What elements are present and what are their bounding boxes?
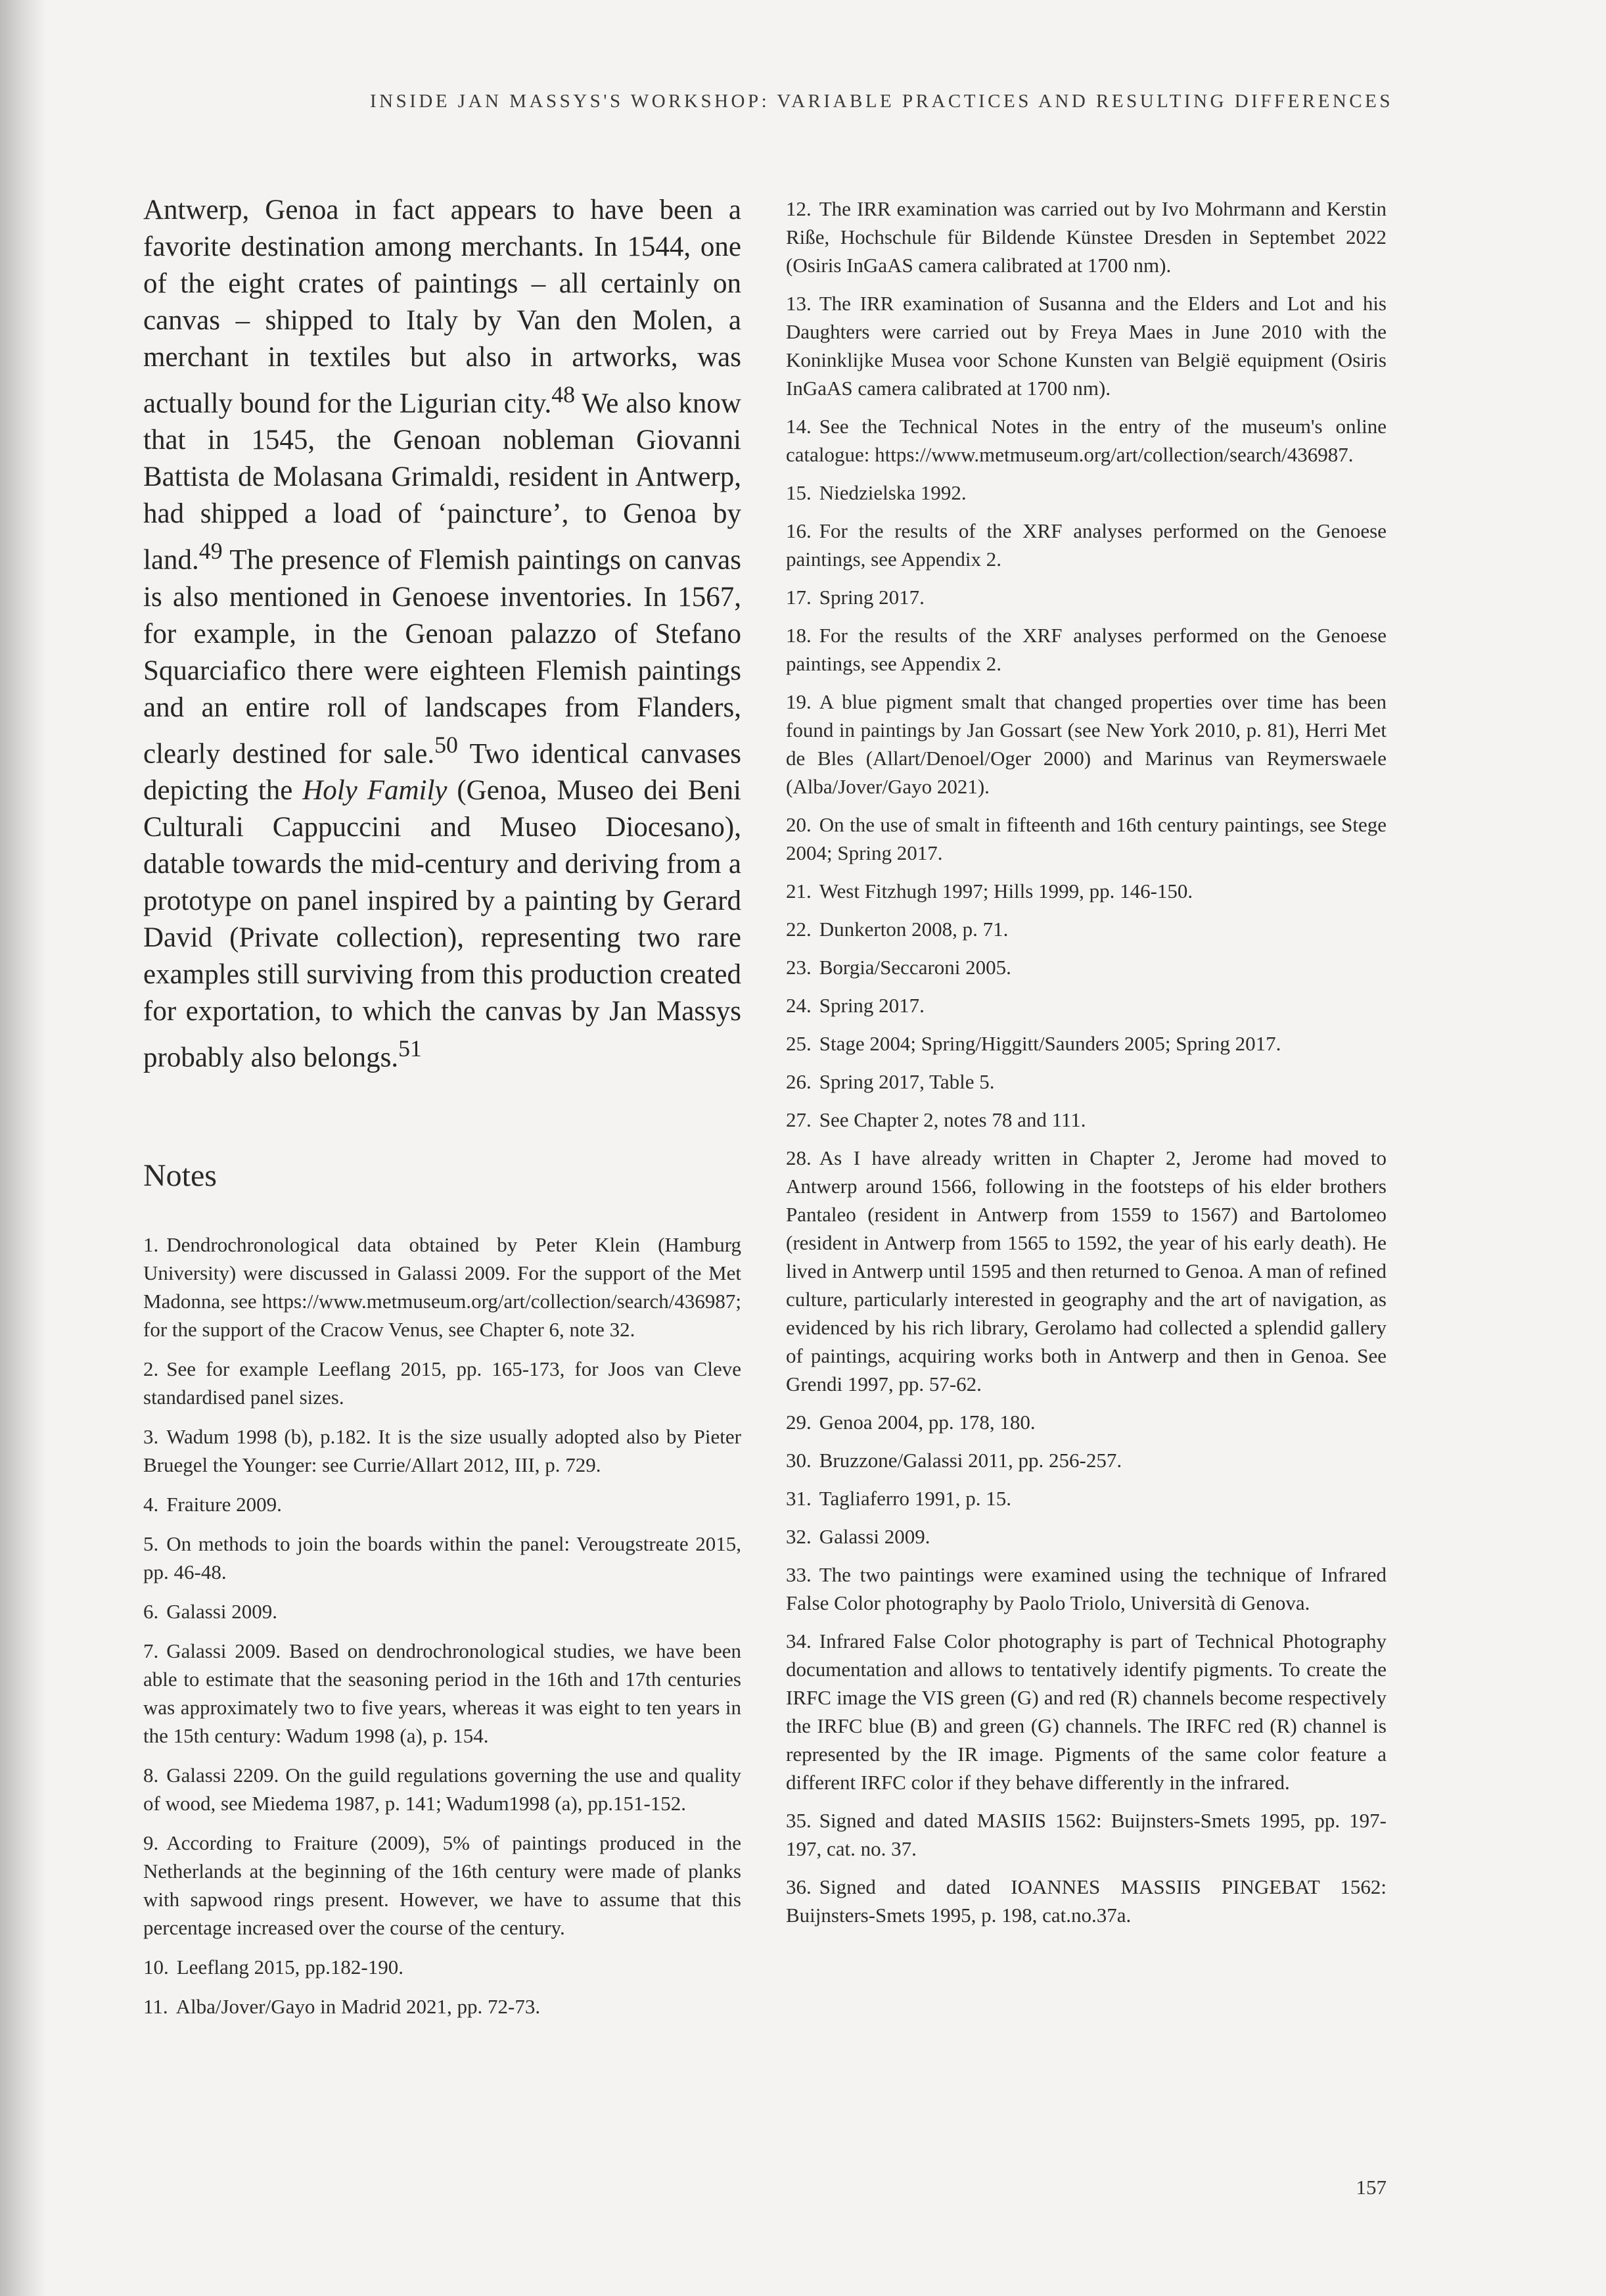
artwork-title: Holy Family [302,774,447,806]
right-column [786,195,1387,1939]
note-item [786,1806,1387,1863]
note-number: 34. [786,1629,812,1652]
running-head: INSIDE JAN MASSYS'S WORKSHOP: VARIABLE PRACTICES AND RESULTING DIFFERENCES [370,91,1393,112]
note-text: Galassi 2009. [166,1600,278,1624]
note-number: 20. [786,813,812,836]
note-number: 11. [143,1995,168,2019]
note-text: For the results of the XRF analyses performed on the Genoese paintings, see Appendix 2. [786,624,1387,675]
note-item [786,1144,1387,1398]
note-item [786,479,1387,507]
note-item [786,1408,1387,1436]
note-number: 29. [786,1411,812,1434]
note-number: 35. [786,1809,812,1832]
note-item [786,195,1387,279]
note-text: Niedzielska 1992. [819,481,967,504]
note-text: As I have already written in Chapter 2, Jerome had moved to Antwerp around 1566, following in the footsteps of his elder brothers Pantaleo (resident in Antwerp from 1559 to 1567) and Bartolomeo (resident in Antwerp from 1565 to 1592, the year of his early death). He lived in Antwerp until 1595 and then returned to Genoa. A man of refined culture, particularly interested in geography and the art of navigation, as evidenced by his rich library, Gerolamo had collected a splendid gallery of paintings, acquiring works both in Antwerp and then in Genoa. See Grendi 1997, pp. 57-62. [786,1146,1387,1395]
note-number: 16. [786,519,812,542]
note-text: The IRR examination was carried out by Ivo Mohrmann and Kerstin Riße, Hochschule für Bildende Künstee Dresden in Septembet 2022 (Osiris InGaAS camera calibrated at 1700 nm). [786,197,1387,277]
note-text: Leeflang 2015, pp.182-190. [176,1956,403,1979]
note-text: West Fitzhugh 1997; Hills 1999, pp. 146-150. [819,879,1193,902]
note-item [143,1992,741,2021]
note-text: Signed and dated MASIIS 1562: Buijnsters-Smets 1995, pp. 197-197, cat. no. 37. [786,1809,1387,1860]
note-text: For the results of the XRF analyses performed on the Genoese paintings, see Appendix 2. [786,519,1387,571]
note-item [143,1953,741,1981]
note-item [143,1829,741,1942]
note-text: Infrared False Color photography is part of Technical Photography documentation and allows to tentatively identify pigments. To create the IRFC image the VIS green (G) and red (R) channels become respectively the IRFC blue (B) and green (G) channels. The IRFC red (R) channel is represented by the IR image. Pigments of the same color feature a different IRFC color if they behave differently in the infrared. [786,1629,1387,1794]
note-item [143,1637,741,1750]
note-item [143,1422,741,1479]
note-text: Wadum 1998 (b), p.182. It is the size usually adopted also by Pieter Bruegel the Younger: see Currie/Allart 2012, III, p. 729. [143,1425,741,1477]
note-number: 2. [143,1357,159,1381]
note-number: 17. [786,586,812,609]
note-text: According to Fraiture (2009), 5% of paintings produced in the Netherlands at the beginning of the 16th century were made of planks with sapwood rings present. However, we have to assume that this percentage increased over the course of the century. [143,1831,741,1940]
note-item [786,289,1387,402]
note-number: 30. [786,1449,812,1472]
note-text: Bruzzone/Galassi 2011, pp. 256-257. [819,1449,1122,1472]
note-number: 33. [786,1563,812,1586]
note-item [786,915,1387,943]
note-number: 1. [143,1233,159,1257]
body-text-segment: (Genoa, Museo dei Beni Culturali Cappuccini and Museo Diocesano), datable towards the mid-century and deriving from a prototype on panel inspired by a painting by Gerard David (Private collection), representing two rare examples still surviving from this production created for exportation, to which the canvas by Jan Massys probably also belongs. [143,774,742,1073]
note-text: Spring 2017. [819,994,925,1017]
note-number: 24. [786,994,812,1017]
note-text: Genoa 2004, pp. 178, 180. [819,1411,1036,1434]
note-item [786,1106,1387,1134]
note-item [786,583,1387,611]
body-text-segment: Two identical canvases depicting the [143,738,741,806]
body-text-segment: Antwerp, Genoa in fact appears to have been a favorite destination among merchants. In 1544, one of the eight crates of paintings – all certainly on canvas – shipped to Italy by Van den Molen, a merchant in textiles but also in artworks, was actually bound for the Ligurian city. [143,195,741,419]
binding-gutter-shadow [0,0,46,2296]
body-paragraph [143,192,741,1076]
note-number: 6. [143,1600,159,1624]
note-item [786,1484,1387,1512]
note-item [786,877,1387,905]
note-item [786,1029,1387,1058]
note-item [786,1067,1387,1096]
note-item [786,621,1387,678]
note-text: On the use of smalt in fifteenth and 16th century paintings, see Stege 2004; Spring 2017. [786,813,1387,864]
note-number: 25. [786,1032,812,1055]
note-item [786,1560,1387,1617]
note-text: Galassi 2209. On the guild regulations governing the use and quality of wood, see Miedema 1987, p. 141; Wadum1998 (a), pp.151-152. [143,1764,741,1816]
note-text: The two paintings were examined using the technique of Infrared False Color photography by Paolo Triolo, Università di Genova. [786,1563,1387,1614]
note-item [786,810,1387,867]
footnote-ref: 50 [434,731,458,758]
note-text: See for example Leeflang 2015, pp. 165-173, for Joos van Cleve standardised panel sizes. [143,1357,741,1409]
note-text: Dunkerton 2008, p. 71. [819,918,1009,941]
note-text: Stage 2004; Spring/Higgitt/Saunders 2005; Spring 2017. [819,1032,1281,1055]
note-number: 31. [786,1487,812,1510]
note-number: 9. [143,1831,159,1855]
note-number: 12. [786,197,812,220]
note-number: 8. [143,1764,159,1787]
notes-list-left [143,1230,741,2021]
note-item [143,1530,741,1586]
note-number: 5. [143,1532,159,1556]
note-number: 21. [786,879,812,902]
footnote-ref: 51 [398,1035,422,1062]
note-number: 3. [143,1425,159,1449]
note-number: 13. [786,292,812,315]
footnote-ref: 48 [551,381,576,408]
note-item [786,1522,1387,1551]
note-item [786,1446,1387,1474]
note-text: On methods to join the boards within the panel: Verougstreate 2015, pp. 46-48. [143,1532,741,1584]
note-number: 14. [786,415,812,438]
body-text-segment: We also know that in 1545, the Genoan nobleman Giovanni Battista de Molasana Grimaldi, resident in Antwerp, had shipped a load of ‘paincture’, to Genoa by land. [143,388,741,576]
note-item [786,412,1387,469]
notes-heading: Notes [143,1158,217,1194]
note-text: Galassi 2009. [819,1525,930,1548]
notes-list-right [786,195,1387,1929]
note-item [143,1230,741,1344]
note-item [143,1490,741,1518]
note-item [143,1761,741,1817]
note-item [786,1627,1387,1796]
note-item [786,517,1387,573]
note-item [786,991,1387,1019]
note-number: 26. [786,1070,812,1093]
note-text: Tagliaferro 1991, p. 15. [819,1487,1011,1510]
body-text-segment: The presence of Flemish paintings on canvas is also mentioned in Genoese inventories. In 1567, for example, in the Genoan palazzo of Stefano Squarciafico there were eighteen Flemish paintings and an entire roll of landscapes from Flanders, clearly destined for sale. [143,544,741,769]
note-text: Dendrochronological data obtained by Peter Klein (Hamburg University) were discussed in Galassi 2009. For the support of the Met Madonna, see https://www.metmuseum.org/art/collection/search/436987; for the support of the Cracow Venus, see Chapter 6, note 32. [143,1233,741,1342]
note-number: 15. [786,481,812,504]
note-number: 23. [786,956,812,979]
left-column [143,192,741,2032]
note-item [786,688,1387,801]
note-number: 10. [143,1956,169,1979]
note-text: The IRR examination of Susanna and the Elders and Lot and his Daughters were carried out by Freya Maes in June 2010 with the Koninklijke Musea voor Schone Kunsten van België equipment (Osiris InGaAS camera calibrated at 1700 nm). [786,292,1387,400]
note-number: 28. [786,1146,812,1169]
note-number: 32. [786,1525,812,1548]
page-number: 157 [1356,2176,1387,2199]
note-number: 4. [143,1493,159,1516]
note-text: Signed and dated IOANNES MASSIIS PINGEBAT 1562: Buijnsters-Smets 1995, p. 198, cat.no.37a. [786,1875,1387,1927]
note-number: 27. [786,1108,812,1131]
note-text: Fraiture 2009. [166,1493,282,1516]
note-text: Alba/Jover/Gayo in Madrid 2021, pp. 72-73. [175,1995,541,2019]
note-text: A blue pigment smalt that changed properties over time has been found in paintings by Jan Gossart (see New York 2010, p. 81), Herri Met de Bles (Allart/Denoel/Oger 2000) and Marinus van Reymerswaele (Alba/Jover/Gayo 2021). [786,690,1387,798]
note-text: Borgia/Seccaroni 2005. [819,956,1011,979]
footnote-ref: 49 [198,538,223,565]
note-text: Spring 2017, Table 5. [819,1070,995,1093]
note-item [143,1355,741,1411]
note-number: 36. [786,1875,812,1898]
note-number: 19. [786,690,812,713]
note-item [143,1597,741,1626]
note-number: 22. [786,918,812,941]
note-number: 7. [143,1639,159,1663]
note-text: Galassi 2009. Based on dendrochronological studies, we have been able to estimate that the seasoning period in the 16th and 17th centuries was approximately two to five years, whereas it was eight to ten years in the 15th century: Wadum 1998 (a), p. 154. [143,1639,741,1748]
note-item [786,1873,1387,1929]
note-text: See the Technical Notes in the entry of the museum's online catalogue: https://www.metmuseum.org/art/collection/search/436987. [786,415,1387,466]
note-item [786,953,1387,981]
note-number: 18. [786,624,812,647]
note-text: Spring 2017. [819,586,925,609]
note-text: See Chapter 2, notes 78 and 111. [819,1108,1086,1131]
